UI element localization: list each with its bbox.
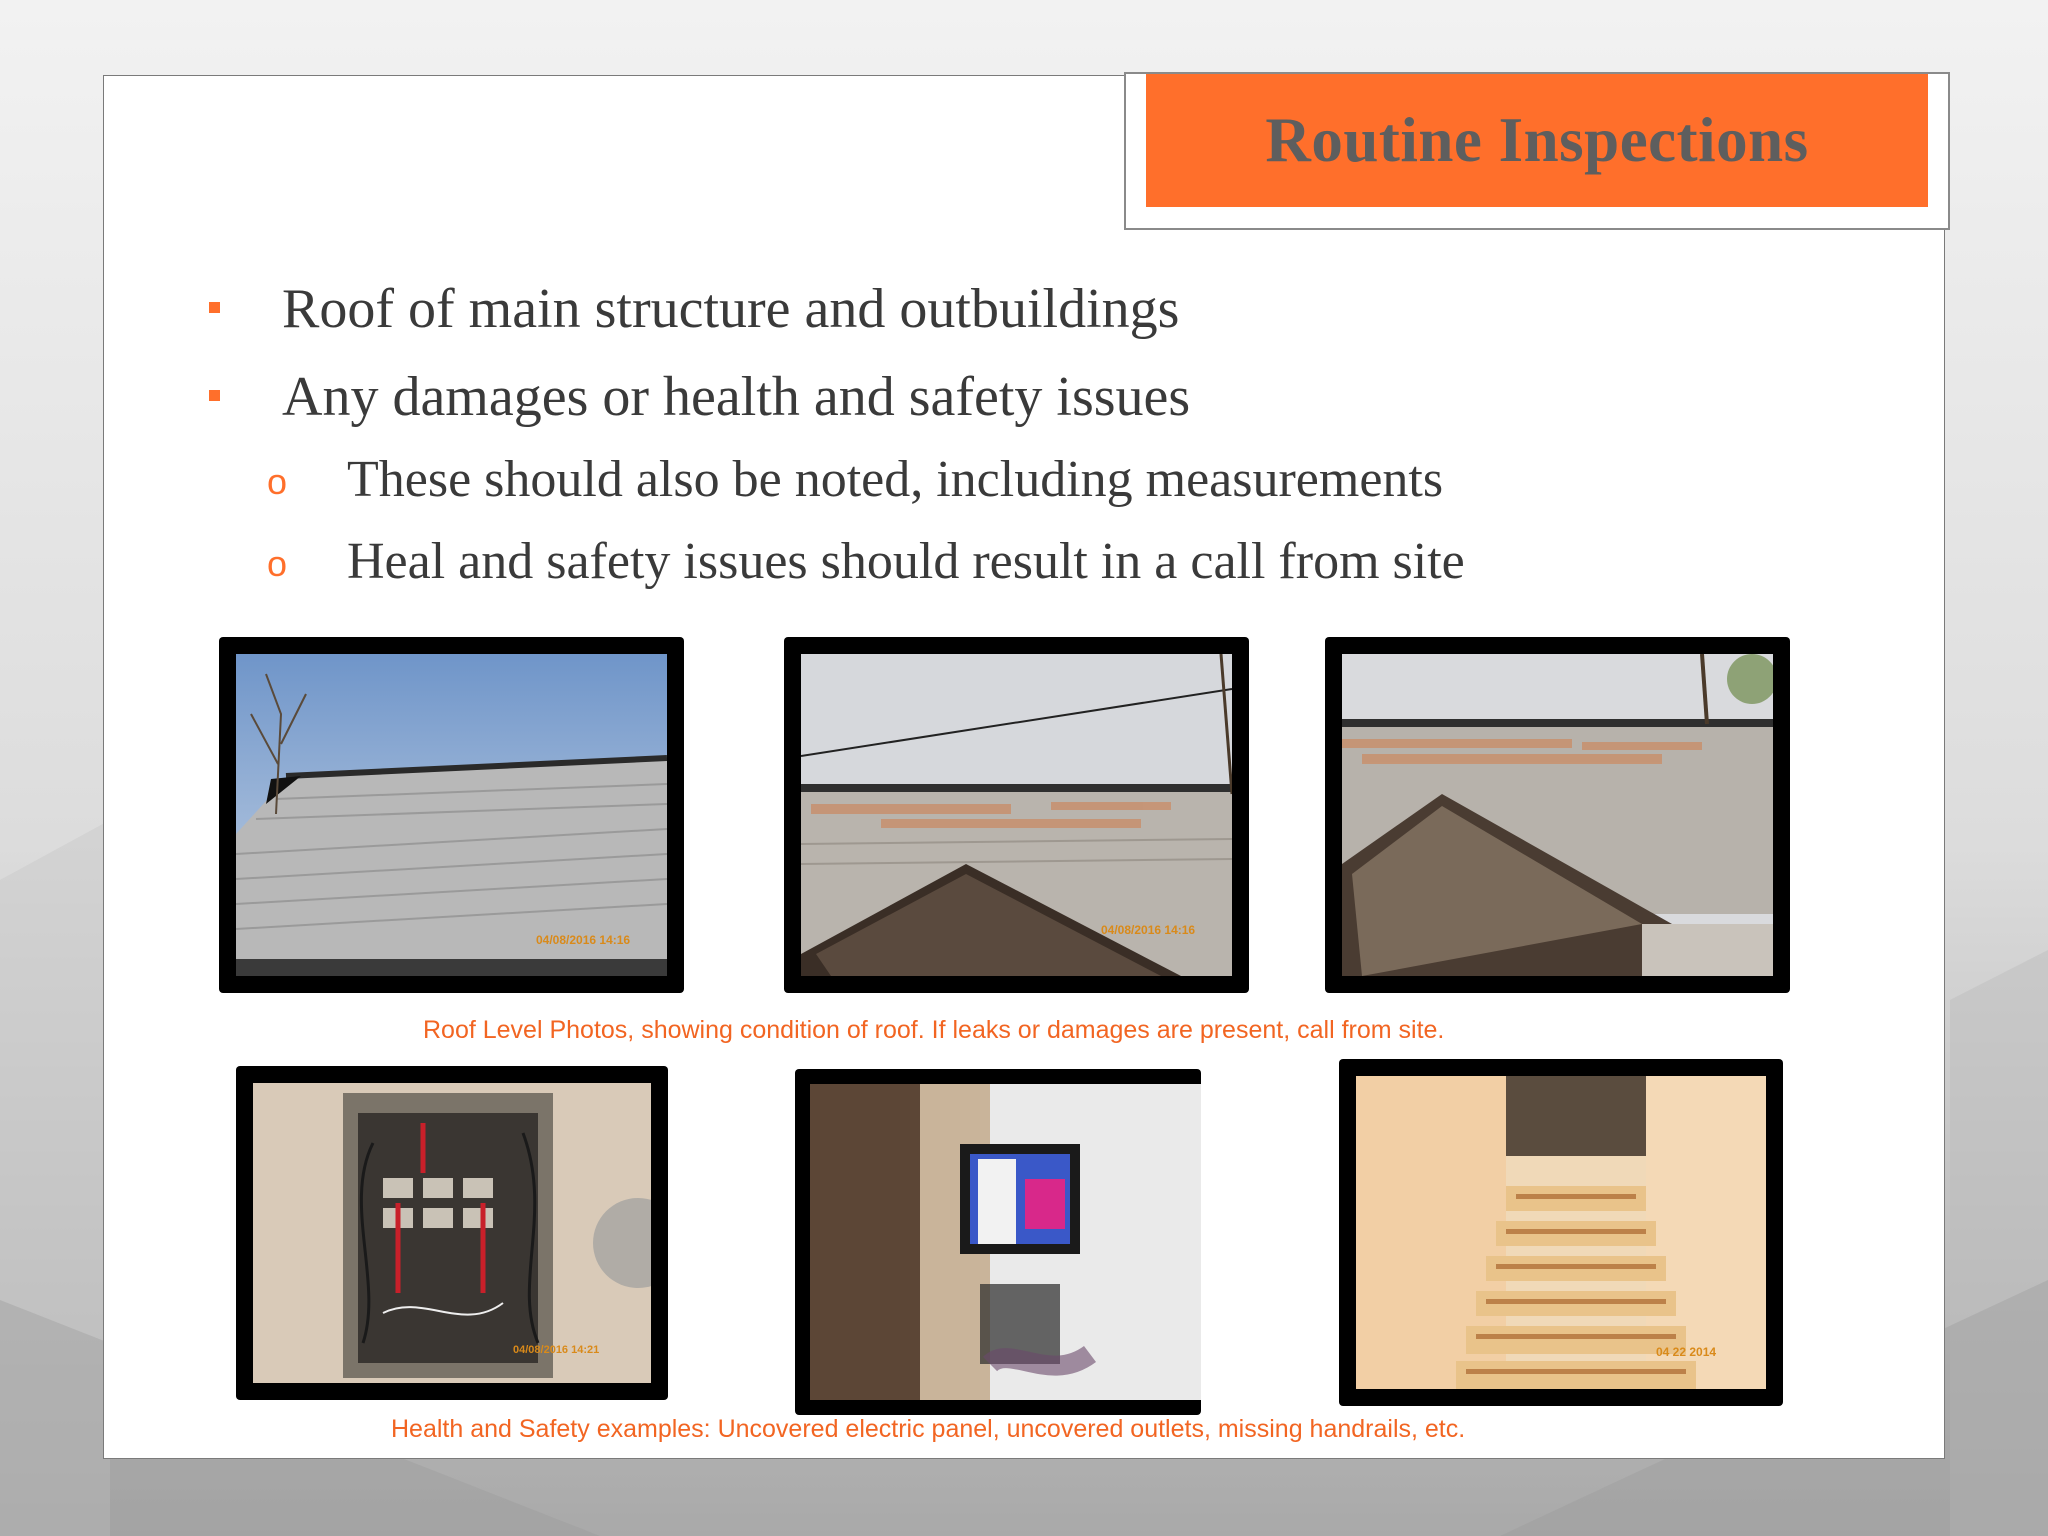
circle-bullet-icon: o xyxy=(267,461,288,502)
roof-photo-2 xyxy=(784,637,1249,993)
date-stamp: 04/08/2016 14:21 xyxy=(513,1344,600,1356)
roof-image xyxy=(236,654,667,976)
roof-image xyxy=(1342,654,1773,976)
row1-caption: Roof Level Photos, showing condition of roof. If leaks or damages are present, call from site. xyxy=(423,1016,1445,1044)
bullet-text: Any damages or health and safety issues xyxy=(282,366,1191,428)
row2-caption: Health and Safety examples: Uncovered electric panel, uncovered outlets, missing handrails, etc. xyxy=(391,1415,1466,1443)
date-stamp: 04/08/2016 14:16 xyxy=(1101,923,1196,937)
square-bullet-icon xyxy=(209,390,220,401)
slide-panel xyxy=(103,75,1945,1459)
outlet-image xyxy=(810,1084,1201,1400)
panel-image xyxy=(253,1083,651,1383)
circle-bullet-icon: o xyxy=(267,543,288,584)
roof-photo-1 xyxy=(219,637,684,993)
date-stamp: 04/08/2016 14:16 xyxy=(536,933,631,947)
sub-bullet-text: Heal and safety issues should result in a call from site xyxy=(347,533,1465,590)
sub-bullet-text: These should also be noted, including measurements xyxy=(347,451,1444,508)
stairs-image xyxy=(1356,1076,1766,1389)
title-box xyxy=(1124,72,1950,230)
title-banner xyxy=(1146,74,1928,207)
square-bullet-icon xyxy=(209,302,220,313)
roof-image xyxy=(801,654,1232,976)
outlet-photo xyxy=(795,1069,1201,1415)
stairway-photo xyxy=(1339,1059,1783,1406)
roof-photo-3 xyxy=(1325,637,1790,993)
electric-panel-photo xyxy=(236,1066,668,1400)
bullet-text: Roof of main structure and outbuildings xyxy=(282,278,1180,340)
slide-title: Routine Inspections xyxy=(1265,105,1809,175)
date-stamp: 04 22 2014 xyxy=(1656,1345,1717,1359)
